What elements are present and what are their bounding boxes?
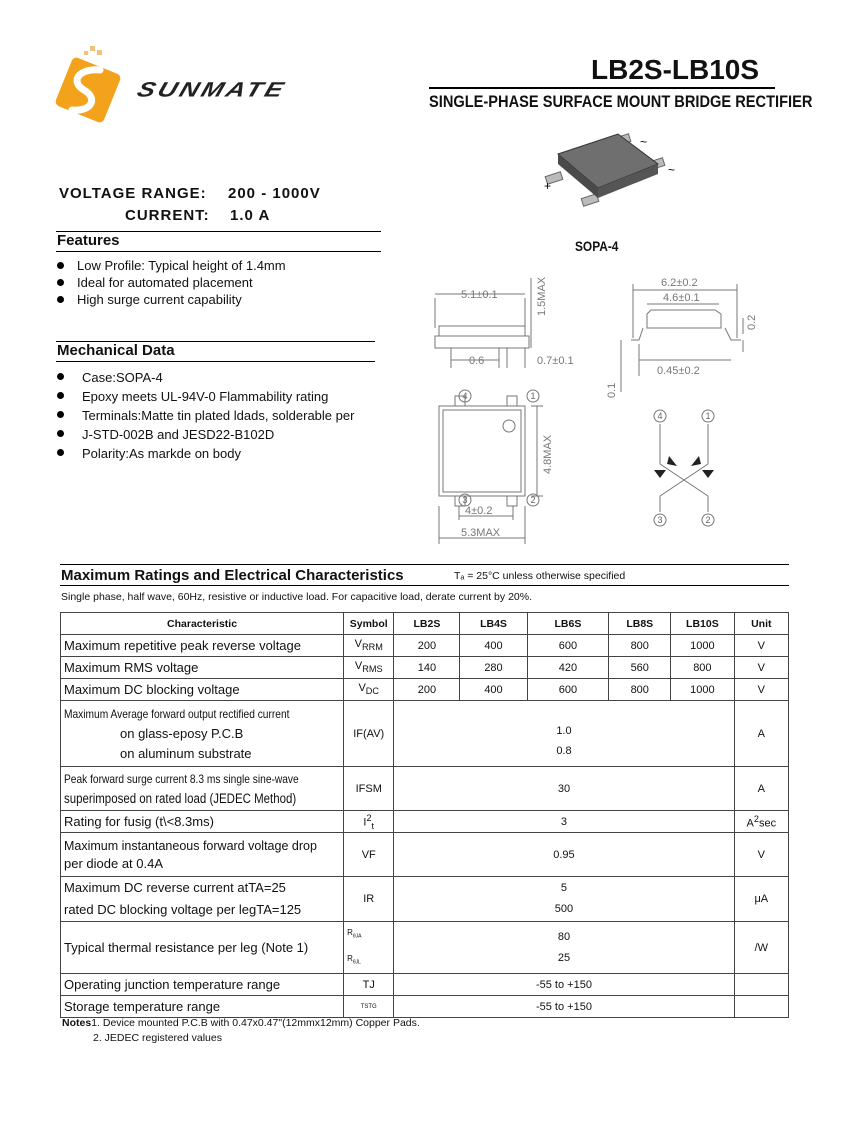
- table-row: [61, 635, 789, 657]
- row-label-line: Maximum DC reverse current atTA=25: [64, 880, 286, 895]
- row-label-line: Peak forward surge current 8.3 ms single sine-wave: [64, 771, 299, 786]
- cell-unit: [734, 974, 788, 996]
- cell-unit: μA: [734, 877, 788, 922]
- current-value: 1.0 A: [230, 207, 271, 224]
- col-header: LB6S: [527, 613, 609, 635]
- row-label: Maximum DC blocking voltage: [61, 679, 344, 701]
- page-title: LB2S-LB10S: [591, 54, 760, 85]
- table-row: [61, 922, 789, 974]
- list-item: Terminals:Matte tin plated ldads, solderable per: [57, 406, 354, 425]
- brand-name: SUNMATE: [134, 77, 290, 102]
- cell-value: 200: [394, 679, 460, 701]
- cell-value: -55 to +150: [394, 996, 734, 1018]
- pin-number: 3: [462, 495, 468, 505]
- pin-number: 4: [657, 411, 663, 421]
- list-item: Low Profile: Typical height of 1.4mm: [57, 257, 286, 274]
- row-label-line: on aluminum substrate: [120, 745, 252, 761]
- cell-value: 800: [671, 657, 734, 679]
- row-label: [61, 701, 344, 767]
- cell-value: 30: [394, 767, 734, 811]
- pin-number: 3: [657, 515, 663, 525]
- list-item: Ideal for automated placement: [57, 274, 286, 291]
- notes: [62, 1016, 420, 1046]
- bullet-icon: [57, 411, 64, 418]
- cell-value: 5 500: [394, 877, 734, 922]
- bullet-icon: [57, 262, 64, 269]
- dim-label: 0.6: [469, 355, 485, 367]
- cell-value: 800: [609, 679, 671, 701]
- voltage-range-value: 200 - 1000V: [228, 185, 321, 202]
- cell-value: 800: [609, 635, 671, 657]
- cell-value: 0.95: [394, 833, 734, 877]
- row-label-line: on glass-eposy P.C.B: [120, 725, 244, 741]
- bullet-icon: [57, 392, 64, 399]
- mechanical-heading: Mechanical Data: [57, 342, 175, 359]
- cell-value: 1.0 0.8: [394, 701, 734, 767]
- col-header: LB10S: [671, 613, 734, 635]
- col-header: LB2S: [394, 613, 460, 635]
- dim-label: 4±0.2: [465, 505, 493, 517]
- pin-number: 4: [462, 391, 468, 401]
- page-subtitle: SINGLE-PHASE SURFACE MOUNT BRIDGE RECTIFIER: [429, 92, 813, 111]
- col-header: LB4S: [460, 613, 527, 635]
- table-row: [61, 679, 789, 701]
- cell-value: 600: [527, 635, 609, 657]
- cell-value: 560: [609, 657, 671, 679]
- notes-label: Notes: [62, 1017, 92, 1029]
- row-label: Operating junction temperature range: [61, 974, 344, 996]
- logo-mark-icon: [48, 46, 132, 130]
- row-symbol: IFSM: [344, 767, 394, 811]
- current-label: CURRENT:: [125, 207, 210, 224]
- dim-label: 6.2±0.2: [661, 277, 698, 289]
- cell-unit: V: [734, 657, 788, 679]
- cell-value: 400: [460, 635, 527, 657]
- features-list: [57, 257, 286, 308]
- row-label-line: rated DC blocking voltage per legTA=125: [64, 902, 302, 917]
- dim-label: 1.5MAX: [536, 276, 548, 316]
- bullet-icon: [57, 296, 64, 303]
- package-image: [540, 126, 680, 216]
- cell-value: 1000: [671, 679, 734, 701]
- table-row: [61, 811, 789, 833]
- col-header: LB8S: [609, 613, 671, 635]
- brand-logo: [48, 46, 318, 130]
- voltage-range-label: VOLTAGE RANGE:: [59, 185, 207, 202]
- cell-unit: /W: [734, 922, 788, 974]
- cell-value: 140: [394, 657, 460, 679]
- note-1: 1. Device mounted P.C.B with 0.47x0.47"(12mmx12mm) Copper Pads.: [91, 1017, 420, 1029]
- bullet-icon: [57, 279, 64, 286]
- row-label-line: per diode at 0.4A: [64, 855, 164, 871]
- dim-label: 0.2: [746, 314, 758, 330]
- row-label-line: Maximum Average forward output rectified current: [64, 706, 290, 721]
- pin-number: 2: [705, 515, 711, 525]
- features-heading: Features: [57, 232, 120, 249]
- mechanical-rule-bottom: [56, 361, 375, 362]
- dim-label: 4.6±0.1: [663, 292, 700, 304]
- cell-value: 1000: [671, 635, 734, 657]
- table-row: [61, 657, 789, 679]
- row-label: [61, 767, 344, 811]
- pin-number: 1: [705, 411, 711, 421]
- list-item: High surge current capability: [57, 291, 286, 308]
- table-row: [61, 833, 789, 877]
- cell-value: 600: [527, 679, 609, 701]
- features-rule-bottom: [56, 251, 381, 252]
- cell-value: 400: [460, 679, 527, 701]
- row-symbol: $V_{RRM}$: [344, 635, 394, 657]
- table-heading: Maximum Ratings and Electrical Characteristics: [61, 567, 404, 584]
- cell-unit: V: [734, 679, 788, 701]
- row-label: Storage temperature range: [61, 996, 344, 1018]
- pin-number: 1: [530, 391, 536, 401]
- pin-number: 2: [530, 495, 536, 505]
- row-label: Typical thermal resistance per leg (Note 1): [61, 922, 344, 974]
- row-label: [61, 877, 344, 922]
- list-item: J-STD-002B and JESD22-B102D: [57, 425, 354, 444]
- table-row: [61, 974, 789, 996]
- cell-value: 80 25: [394, 922, 734, 974]
- row-symbol: TJ: [344, 974, 394, 996]
- cell-unit: A: [734, 701, 788, 767]
- row-symbol: $I^2_t$: [344, 811, 394, 833]
- row-symbol: $V_{RMS}$: [344, 657, 394, 679]
- row-symbol: $R_{\theta JA}$ $R_{\theta JL}$: [344, 922, 394, 974]
- note-2: 2. JEDEC registered values: [93, 1032, 222, 1044]
- row-symbol: IF(AV): [344, 701, 394, 767]
- pin-ac-sign: ~: [640, 135, 648, 149]
- col-header: Characteristic: [61, 613, 344, 635]
- table-row: [61, 701, 789, 767]
- title-rule: [429, 87, 775, 89]
- table-header-row: [61, 613, 789, 635]
- cell-value: 280: [460, 657, 527, 679]
- list-item: Polarity:As markde on body: [57, 444, 354, 463]
- cell-unit: A: [734, 767, 788, 811]
- bullet-icon: [57, 373, 64, 380]
- row-label: Rating for fusig (t\<8.3ms): [61, 811, 344, 833]
- dim-label: 5.1±0.1: [461, 289, 498, 301]
- row-label-line: superimposed on rated load (JEDEC Method): [64, 790, 297, 806]
- col-header: Symbol: [344, 613, 394, 635]
- table-rule-top: [60, 564, 789, 565]
- ta-note: Tₐ = 25°C unless otherwise specified: [454, 570, 626, 582]
- dim-label: 5.3MAX: [461, 527, 501, 539]
- package-name: SOPA-4: [575, 238, 619, 254]
- outline-drawing: [425, 268, 775, 550]
- conditions-note: Single phase, half wave, 60Hz, resistive or inductive load. For capacitive load, derate current by 20%.: [61, 591, 532, 603]
- cell-unit: $A^2\sec$: [734, 811, 788, 833]
- list-item: Case:SOPA-4: [57, 368, 354, 387]
- cell-value: -55 to +150: [394, 974, 734, 996]
- cell-value: 420: [527, 657, 609, 679]
- ratings-table: [60, 612, 789, 1018]
- list-item: Epoxy meets UL-94V-0 Flammability rating: [57, 387, 354, 406]
- cell-unit: V: [734, 635, 788, 657]
- table-row: [61, 767, 789, 811]
- row-label: Maximum RMS voltage: [61, 657, 344, 679]
- cell-value: 200: [394, 635, 460, 657]
- pin-ac-sign: ~: [668, 163, 676, 177]
- row-symbol: IR: [344, 877, 394, 922]
- dim-label: 0.45±0.2: [657, 365, 700, 377]
- row-symbol: $V_{DC}$: [344, 679, 394, 701]
- bullet-icon: [57, 449, 64, 456]
- bullet-icon: [57, 430, 64, 437]
- table-row: [61, 996, 789, 1018]
- row-label: [61, 833, 344, 877]
- table-row: [61, 877, 789, 922]
- table-rule-mid: [60, 585, 789, 586]
- dim-label: 0.7±0.1: [537, 355, 574, 367]
- row-symbol: VF: [344, 833, 394, 877]
- col-header: Unit: [734, 613, 788, 635]
- mechanical-list: [57, 368, 354, 463]
- row-label: Maximum repetitive peak reverse voltage: [61, 635, 344, 657]
- cell-unit: V: [734, 833, 788, 877]
- dim-label: 0.1: [606, 382, 618, 398]
- row-label-line: Maximum instantaneous forward voltage drop: [64, 838, 317, 853]
- pin-plus-sign: +: [544, 179, 552, 193]
- row-symbol: TSTG: [344, 996, 394, 1018]
- cell-value: 3: [394, 811, 734, 833]
- dim-label: 4.8MAX: [542, 434, 554, 474]
- cell-unit: [734, 996, 788, 1018]
